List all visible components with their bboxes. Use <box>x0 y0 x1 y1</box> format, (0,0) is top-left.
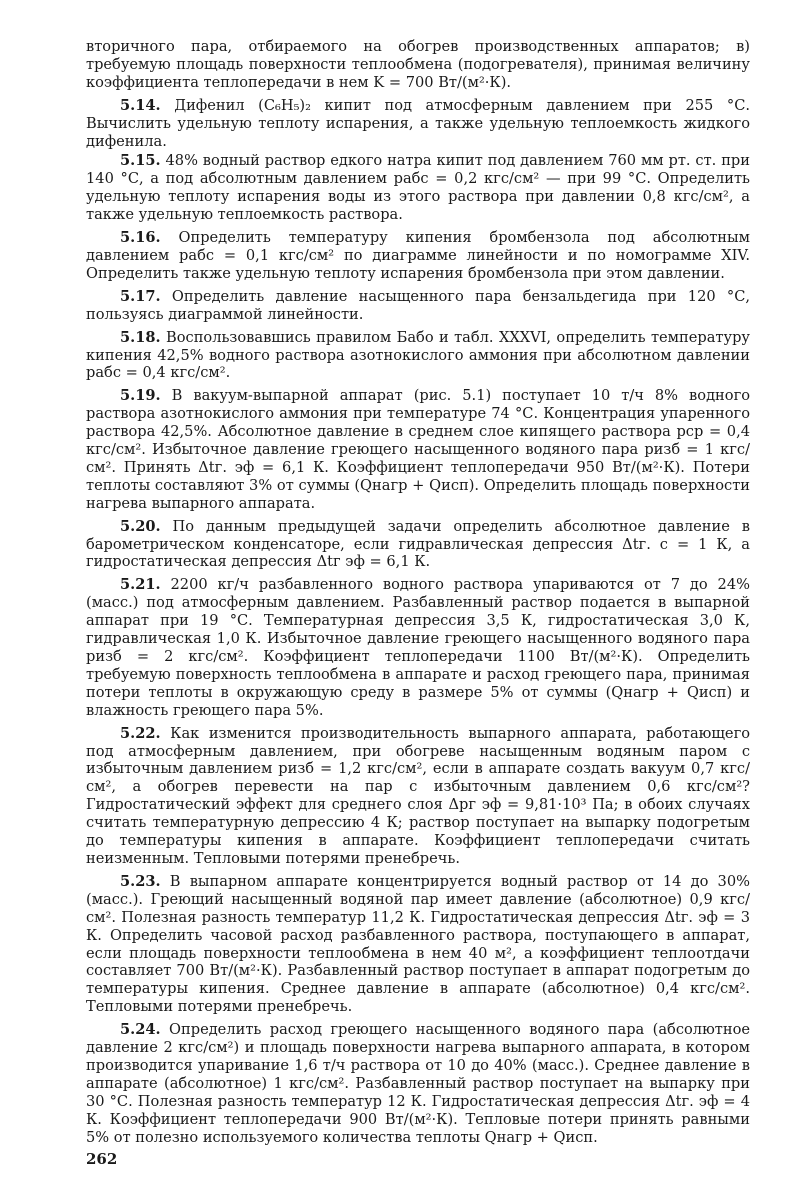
problem-5-17 <box>86 288 750 324</box>
problem-text: Дифенил (C₆H₅)₂ кипит под атмосферным давлением при 255 °С. Вычислить удельную теплоту испарения, а также удельную теплоемкость жидкого дифенила. <box>86 96 750 150</box>
problem-5-18 <box>86 329 750 383</box>
problem-number: 5.20. <box>120 517 161 535</box>
problem-number: 5.15. <box>120 152 161 170</box>
problem-number: 5.19. <box>120 387 161 405</box>
intro-paragraph: вторичного пара, отбираемого на обогрев производственных аппаратов; в) требуемую площадь поверхности теплообмена (подогревателя), принимая величину коэффициента теплопередачи в нем K = 700 Вт/(м²·К). <box>86 38 750 91</box>
problem-5-23 <box>86 873 750 1016</box>
problem-text: 48% водный раствор едкого натра кипит под давлением 760 мм рт. ст. при 140 °С, а под абсолютным давлением pабс = 0,2 кгс/см² — при 99 °С. Определить удельную теплоту испарения воды из этого раствора при давлении 0,8 кгс/см², а также удельную теплоемкость раствора. <box>86 152 750 224</box>
problem-number: 5.14. <box>120 96 161 114</box>
problem-5-19 <box>86 387 750 512</box>
problem-5-20 <box>86 518 750 572</box>
problem-text: Определить температуру кипения бромбензола под абсолютным давлением pабс = 0,1 кгс/см² по диаграмме линейности и по номограмме XIV. Определить также удельную теплоту испарения бромбензола при этом давлении. <box>86 229 750 282</box>
problem-text: 2200 кг/ч разбавленного водного раствора упариваются от 7 до 24% (масс.) под атмосферным давлением. Разбавленный раствор подается в выпарной аппарат при 19 °С. Температурная депрессия 3,5 К, гидростатическая 3,0 К, гидравлическая 1,0 К. Избыточное давление греющего насыщенного водяного пара pизб = 2 кгс/см². Коэффициент теплопередачи 1100 Вт/(м²·К). Определить требуемую поверхность теплообмена в аппарате и расход греющего пара, принимая потери теплоты в окружающую среду в размере 5% от суммы (Qнагр + Qисп) и влажность греющего пара 5%. <box>86 576 750 719</box>
page-body <box>86 38 750 1146</box>
problem-5-15 <box>86 152 750 224</box>
problem-text: Определить давление насыщенного пара бензальдегида при 120 °С, пользуясь диаграммой линейности. <box>86 287 751 323</box>
problem-number: 5.17. <box>120 287 161 305</box>
problem-5-24 <box>86 1021 750 1146</box>
problem-text: В выпарном аппарате концентрируется водный раствор от 14 до 30% (масс.). Греющий насыщенный водяной пар имеет давление (абсолютное) 0,9 кгс/см². Полезная разность температур 11,2 К. Гидростатическая депрессия Δtг. эф = 3 К. Определить часовой расход разбавленного раствора, поступающего в аппарат, если площадь поверхности теплообмена в нем 40 м², а коэффициент теплоотдачи составляет 700 Вт/(м²·К). Разбавленный раствор поступает в аппарат подогретым до температуры кипения. Среднее давление в аппарате (абсолютное) 0,4 кгс/см². Тепловыми потерями пренебречь. <box>86 872 750 1016</box>
problem-number: 5.24. <box>120 1021 161 1039</box>
problem-5-21 <box>86 576 750 719</box>
problem-5-16 <box>86 229 750 283</box>
problem-text: Воспользовавшись правилом Бабо и табл. XXXVI, определить температуру кипения 42,5% водного раствора азотнокислого аммония при абсолютном давлении pабс = 0,4 кгс/см². <box>86 328 751 382</box>
problem-5-22 <box>86 725 750 868</box>
problem-text: Как изменится производительность выпарного аппарата, работающего под атмосферным давлением, при обогреве насыщенным водяным паром с избыточным давлением pизб = 1,2 кгс/см², если в аппарате создать вакуум 0,7 кгс/см², а обогрев перевести на пар с избыточным давлением 0,6 кгс/см²? Гидростатический эффект для среднего слоя Δpг эф = 9,81·10³ Па; в обоих случаях считать температурную депрессию 4 К; раствор поступает на выпарку подогретым до температуры кипения в аппарате. Коэффициент теплопередачи считать неизменным. Тепловыми потерями пренебречь. <box>86 724 751 867</box>
problem-text: Определить расход греющего насыщенного водяного пара (абсолютное давление 2 кгс/см²) и площадь поверхности нагрева выпарного аппарата, в котором производится упаривание 1,6 т/ч раствора от 10 до 40% (масс.). Среднее давление в аппарате (абсолютное) 1 кгс/см². Разбавленный раствор поступает на выпарку при 30 °С. Полезная разность температур 12 К. Гидростатическая депрессия Δtг. эф = 4 К. Коэффициент теплопередачи 900 Вт/(м²·К). Тепловые потери принять равными 5% от полезно используемого количества теплоты Qнагр + Qисп. <box>86 1021 750 1146</box>
page-number: 262 <box>86 1150 118 1168</box>
problem-text: По данным предыдущей задачи определить абсолютное давление в барометрическом конденсаторе, если гидравлическая депрессия Δtг. с = 1 К, а гидростатическая депрессия Δtг эф = 6,1 К. <box>86 517 751 571</box>
problem-text: В вакуум-выпарной аппарат (рис. 5.1) поступает 10 т/ч 8% водного раствора азотнокислого аммония при температуре 74 °С. Концентрация упаренного раствора 42,5%. Абсолютное давление в среднем слое кипящего раствора pср = 0,4 кгс/см². Избыточное давление греющего насыщенного водяного пара pизб = 1 кгс/см². Принять Δtг. эф = 6,1 К. Коэффициент теплопередачи 950 Вт/(м²·К). Потери теплоты составляют 3% от суммы (Qнагр + Qисп). Определить площадь поверхности нагрева выпарного аппарата. <box>86 387 750 512</box>
problem-number: 5.22. <box>120 724 161 742</box>
problem-number: 5.16. <box>120 229 161 247</box>
problem-number: 5.18. <box>120 328 161 346</box>
problem-number: 5.23. <box>120 872 161 890</box>
problem-5-14 <box>86 97 750 151</box>
problem-number: 5.21. <box>120 576 161 594</box>
